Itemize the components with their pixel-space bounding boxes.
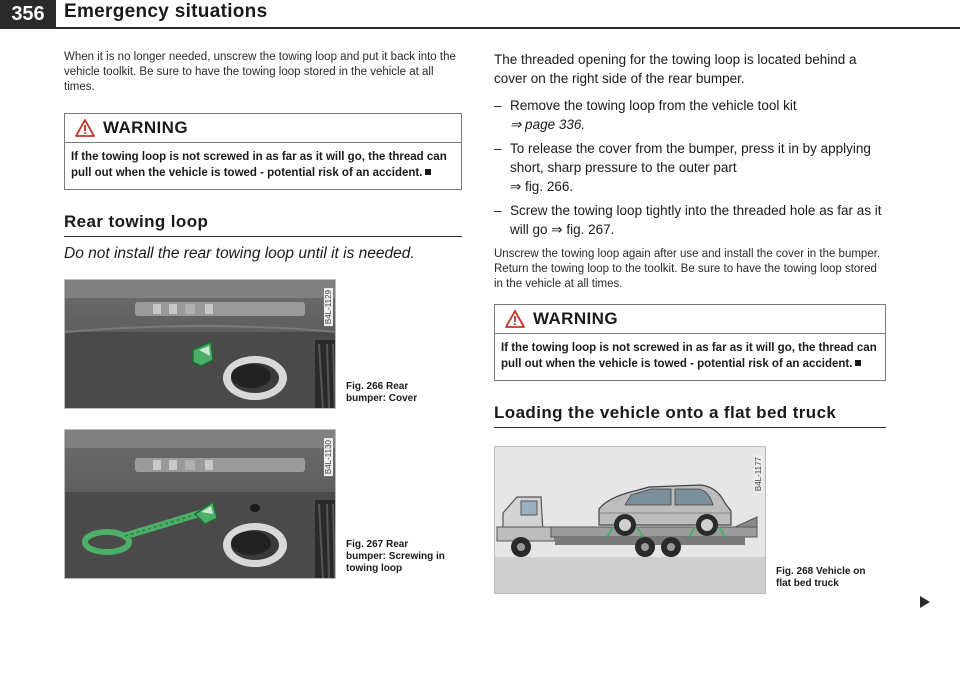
- heading-rear-towing-loop: Rear towing loop: [64, 212, 462, 237]
- warning-header: [495, 305, 885, 334]
- figure-267-caption: Fig. 267 Rear bumper: Screwing in towing loop: [346, 539, 445, 574]
- flat-bed-truck-illustration: [495, 447, 766, 594]
- page-number: 356: [0, 0, 56, 28]
- page-reference-link[interactable]: ⇒ page 336.: [510, 117, 586, 132]
- figure-reference-link[interactable]: ⇒ fig. 266.: [510, 179, 574, 194]
- figure-266-image: [64, 279, 336, 409]
- warning-text: If the towing loop is not screwed in as far as it will go, the thread can pull out when the vehicle is towed - potential risk of an accident.: [71, 151, 447, 179]
- figure-266-code: B4L-1129: [324, 290, 333, 325]
- figure-267: [64, 429, 462, 579]
- end-mark: [425, 169, 431, 175]
- heading-flat-bed-truck: Loading the vehicle onto a flat bed truck: [494, 403, 886, 428]
- figure-268-caption: Fig. 268 Vehicle on flat bed truck: [776, 566, 866, 589]
- right-column: [494, 50, 886, 594]
- warning-text: If the towing loop is not screwed in as far as it will go, the thread can pull out when the vehicle is towed - potential risk of an accident.: [501, 342, 877, 370]
- warning-box-left: [64, 113, 462, 190]
- right-intro-text: The threaded opening for the towing loop is located behind a cover on the right side of the rear bumper.: [494, 52, 857, 86]
- figure-266-caption: Fig. 266 Rear bumper: Cover: [346, 381, 418, 404]
- continue-arrow-icon: [920, 596, 930, 608]
- screwing-in-towing-loop-illustration: [65, 430, 336, 579]
- figure-268: [494, 446, 886, 594]
- subheading-rear-towing-loop: Do not install the rear towing loop until it is needed.: [64, 245, 415, 262]
- step-item: – To release the cover from the bumper, press it in by applying short, sharp pressure to the outer part ⇒ fig. 266.: [494, 139, 886, 196]
- right-after-text: Unscrew the towing loop again after use and install the cover in the bumper. Return the towing loop to the toolkit. Be sure to have the towing loop stored in the vehicle at all times.: [494, 248, 881, 290]
- figure-266: [64, 279, 462, 409]
- header-rule: [0, 27, 960, 29]
- warning-triangle-icon: [75, 119, 95, 137]
- figure-reference-link[interactable]: ⇒ fig. 267.: [551, 222, 615, 237]
- warning-triangle-icon: [505, 310, 525, 328]
- left-column: [64, 50, 462, 579]
- step-item: – Screw the towing loop tightly into the threaded hole as far as it will go ⇒ fig. 267.: [494, 201, 886, 239]
- figure-268-code: B4L-1177: [754, 457, 763, 492]
- warning-header: [65, 114, 461, 143]
- figure-268-image: [494, 446, 766, 594]
- section-title: Emergency situations: [64, 1, 268, 22]
- warning-box-right: [494, 304, 886, 381]
- figure-267-code: B4L-1130: [324, 440, 333, 475]
- rear-bumper-cover-illustration: [65, 280, 336, 409]
- left-intro-text: When it is no longer needed, unscrew the towing loop and put it back into the vehicle toolkit. Be sure to have the towing loop stored in the vehicle at all times.: [64, 51, 456, 93]
- step-item: – Remove the towing loop from the vehicle tool kit ⇒ page 336.: [494, 96, 886, 134]
- end-mark: [855, 360, 861, 366]
- figure-267-image: [64, 429, 336, 579]
- warning-title: WARNING: [103, 118, 188, 137]
- warning-title: WARNING: [533, 309, 618, 328]
- step-list: [494, 96, 886, 239]
